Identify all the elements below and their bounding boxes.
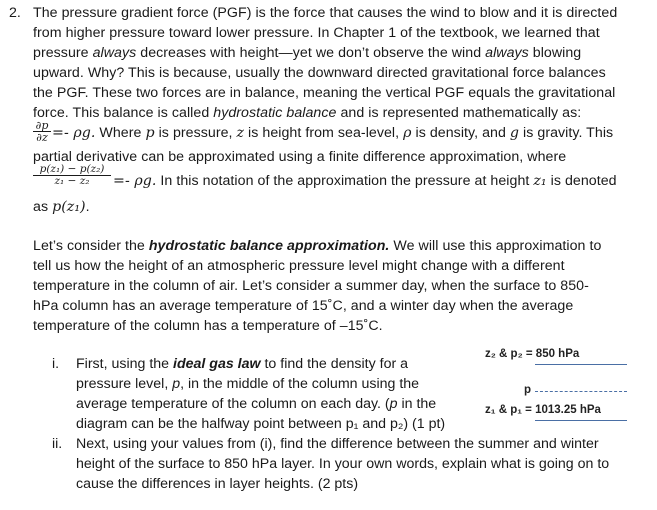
text-segment: is height from sea-level, (244, 125, 404, 141)
var-rho: ρ (403, 125, 412, 141)
item-i-marker: i. (52, 356, 60, 372)
text-segment: Let’s consider the (33, 238, 149, 254)
var-p: p (145, 125, 155, 141)
mid-level-line (535, 391, 627, 392)
text-segment: Where (95, 125, 146, 141)
paragraph2-line3: temperature in the column of air. Let’s consider a summer day, when the surface to 850- (33, 278, 589, 294)
text-segment: is denoted (546, 173, 617, 189)
text-segment: First, using the (76, 356, 173, 372)
emphasis-always: always (92, 45, 137, 61)
var-z1: z₁ (533, 173, 547, 189)
text-segment: in the (397, 396, 437, 412)
text-segment: decreases with height—yet we don’t observe the wind (136, 45, 486, 61)
paragraph1-line7 (52, 123, 613, 143)
paragraph1-line6 (33, 103, 581, 123)
emphasis-hydrostatic-balance: hydrostatic balance (213, 105, 337, 121)
text-segment: blowing (528, 45, 582, 61)
text-segment: We will use this approximation to (389, 238, 602, 254)
paragraph2-line4: hPa column has an average temperature of 15˚C, and a winter day when the average (33, 298, 574, 314)
paragraph1-line10 (33, 197, 90, 217)
var-p: p (172, 376, 181, 392)
text-segment: is pressure, (154, 125, 237, 141)
text-segment: pressure level, (76, 376, 173, 392)
paragraph1-line4: upward. Why? This is because, usually the downward directed gravitational force balances (33, 65, 606, 81)
emphasis-always: always (485, 45, 529, 61)
text-segment: is gravity. This (519, 125, 614, 141)
top-level-line (535, 364, 627, 365)
item-ii-marker: ii. (52, 436, 63, 452)
var-z: z (236, 125, 245, 141)
text-segment: In this notation of the approximation the pressure at height (156, 173, 534, 189)
paragraph2-line1 (33, 236, 601, 256)
text-segment: is density, and (411, 125, 510, 141)
item-i-line3 (76, 394, 436, 414)
mid-level-label: p (524, 384, 532, 396)
var-p-z1: p(z₁) (52, 199, 86, 215)
equation-rhs: =- ρg. (52, 125, 96, 141)
paragraph1-line2: from higher pressure toward lower pressure. In Chapter 1 of the textbook, we learned that (33, 25, 600, 41)
fraction-numerator: p(z₁) − p(z₂) (39, 163, 105, 175)
emphasis-hydrostatic-approximation: hydrostatic balance approximation. (148, 238, 390, 254)
text-segment: as (33, 199, 53, 215)
bottom-level-line (535, 420, 627, 421)
item-i-line2 (76, 374, 419, 394)
text-segment: , in the middle of the column using the (180, 376, 420, 392)
hydrostatic-equation-fraction (33, 120, 51, 143)
finite-difference-fraction (33, 164, 111, 187)
equation-rhs: =- ρg. (113, 173, 157, 189)
item-i-line1 (76, 354, 408, 374)
question-number: 2. (9, 5, 21, 21)
text-segment: pressure (33, 45, 93, 61)
bottom-level-label: z₁ & p₁ = 1013.25 hPa (485, 404, 601, 416)
top-level-label: z₂ & p₂ = 850 hPa (485, 348, 580, 360)
item-ii-line3: cause the differences in layer heights. (2 pts) (76, 476, 359, 492)
text-segment: to find the density for a (260, 356, 409, 372)
item-ii-line2: height of the surface to 850 hPa layer. In your own words, explain what is going on to (76, 456, 610, 472)
var-p: p (389, 396, 398, 412)
paragraph1-line3 (33, 43, 581, 63)
paragraph1-line8: partial derivative can be approximated using a finite difference approximation, where (33, 149, 567, 165)
paragraph1-line1: The pressure gradient force (PGF) is the force that causes the wind to blow and it is directed (33, 5, 618, 21)
fraction-denominator: z₁ − z₂ (54, 175, 90, 187)
paragraph2-line2: tell us how the height of an atmospheric pressure level might change with a different (33, 258, 565, 274)
text-segment: and is represented mathematically as: (336, 105, 582, 121)
fraction-numerator: ∂p (35, 119, 49, 132)
paragraph2-line5: temperature of the column has a temperature of –15˚C. (33, 318, 383, 334)
text-segment: force. This balance is called (33, 105, 214, 121)
fraction-denominator: ∂z (36, 131, 48, 144)
paragraph1-line9 (113, 171, 617, 191)
item-i-line4: diagram can be the halfway point between p₁ and p₂) (1 pt) (76, 416, 446, 432)
text-segment: average temperature of the column on each day. ( (76, 396, 390, 412)
var-g: g (509, 125, 520, 141)
emphasis-ideal-gas-law: ideal gas law (173, 356, 261, 372)
item-ii-line1: Next, using your values from (i), find the difference between the summer and winter (76, 436, 599, 452)
paragraph1-line5: the PGF. These two forces are in balance, meaning the vertical PGF equals the gravitational (33, 85, 616, 101)
text-segment: . (85, 199, 90, 215)
